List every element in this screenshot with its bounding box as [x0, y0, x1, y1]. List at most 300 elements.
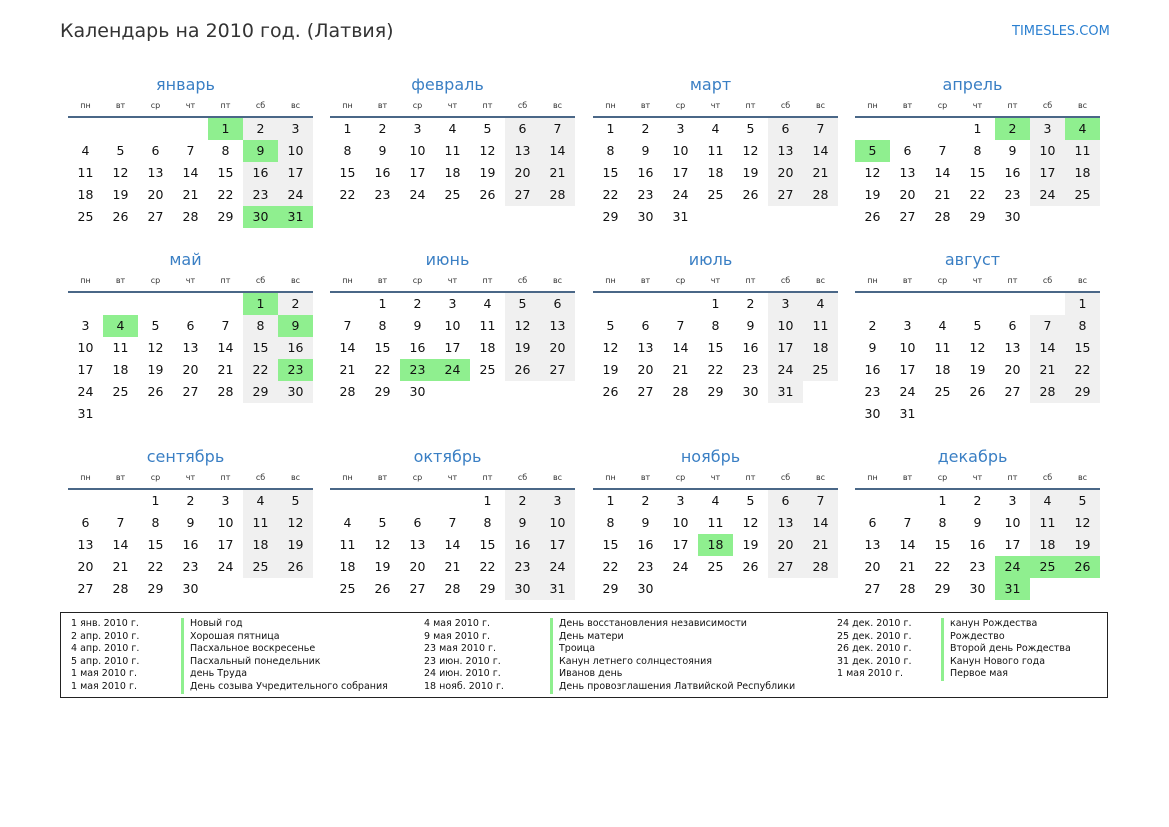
- day-cell: 16: [637, 165, 654, 180]
- day-cell: 13: [1004, 340, 1021, 355]
- weekend-day-cell: 7: [540, 118, 575, 140]
- day-cell: 6: [151, 143, 160, 158]
- empty-cell: [208, 293, 243, 315]
- weekend-day-cell: 20: [540, 337, 575, 359]
- weekend-day-cell: 20: [505, 162, 540, 184]
- day-cell: 6: [413, 515, 422, 530]
- empty-cell: [890, 490, 925, 512]
- day-cell: 4: [448, 121, 457, 136]
- empty-cell: [365, 490, 400, 512]
- weekend-day-cell: 10: [1030, 140, 1065, 162]
- weekend-day-cell: 24: [1030, 184, 1065, 206]
- weekend-day-cell: 11: [243, 512, 278, 534]
- day-cell: 21: [339, 362, 356, 377]
- empty-cell: [138, 293, 173, 315]
- weekday-label: сб: [517, 101, 528, 110]
- day-cell: 27: [637, 384, 654, 399]
- weekday-label: чт: [185, 101, 196, 110]
- weekday-label: вс: [1077, 473, 1088, 482]
- day-cell: 17: [409, 165, 426, 180]
- legend-holiday-name: день Труда: [181, 668, 247, 681]
- day-cell: 26: [147, 384, 164, 399]
- day-cell: 7: [676, 318, 685, 333]
- day-cell: 30: [969, 581, 986, 596]
- holiday-day-cell: 4: [1065, 118, 1100, 140]
- day-cell: 8: [973, 143, 982, 158]
- weekend-day-cell: 7: [1030, 315, 1065, 337]
- day-cell: 1: [483, 493, 492, 508]
- weekday-label: пт: [220, 473, 231, 482]
- weekend-day-cell: 21: [803, 162, 838, 184]
- holiday-day-cell: 1: [243, 293, 278, 315]
- weekday-label: сб: [1042, 473, 1053, 482]
- day-cell: 5: [151, 318, 160, 333]
- day-cell: 24: [77, 384, 94, 399]
- legend-date: 26 дек. 2010 г.: [837, 643, 912, 655]
- day-cell: 25: [339, 581, 356, 596]
- month-title: ноябрь: [680, 447, 741, 466]
- holiday-day-cell: 23: [278, 359, 313, 381]
- day-cell: 30: [182, 581, 199, 596]
- day-cell: 31: [77, 406, 94, 421]
- weekday-header: [68, 271, 313, 293]
- day-cell: 26: [969, 384, 986, 399]
- day-cell: 9: [413, 318, 422, 333]
- weekday-label: чт: [710, 473, 721, 482]
- day-cell: 19: [864, 187, 881, 202]
- day-cell: 22: [707, 362, 724, 377]
- day-cell: 22: [479, 559, 496, 574]
- day-grid: [330, 490, 575, 600]
- weekday-label: чт: [972, 101, 983, 110]
- weekend-day-cell: 17: [768, 337, 803, 359]
- day-cell: 16: [637, 537, 654, 552]
- weekend-day-cell: 10: [540, 512, 575, 534]
- day-cell: 25: [707, 187, 724, 202]
- weekday-label: пт: [745, 473, 756, 482]
- day-cell: 29: [969, 209, 986, 224]
- day-cell: 15: [602, 165, 619, 180]
- day-cell: 9: [641, 143, 650, 158]
- weekend-day-cell: 13: [768, 512, 803, 534]
- weekday-label: пн: [342, 101, 353, 110]
- day-cell: 18: [707, 165, 724, 180]
- weekday-label: вт: [115, 101, 126, 110]
- day-cell: 3: [81, 318, 90, 333]
- weekday-label: ср: [675, 473, 686, 482]
- weekend-day-cell: 30: [278, 381, 313, 403]
- weekend-day-cell: 6: [505, 118, 540, 140]
- weekday-label: пн: [80, 276, 91, 285]
- weekday-label: вс: [815, 473, 826, 482]
- day-cell: 20: [147, 187, 164, 202]
- legend-holiday-name: Второй день Рождества: [941, 643, 1071, 656]
- day-cell: 21: [444, 559, 461, 574]
- day-cell: 23: [637, 187, 654, 202]
- day-cell: 31: [899, 406, 916, 421]
- day-cell: 12: [112, 165, 129, 180]
- day-cell: 20: [864, 559, 881, 574]
- day-cell: 15: [147, 537, 164, 552]
- day-cell: 12: [374, 537, 391, 552]
- weekday-label: ср: [150, 276, 161, 285]
- month-block: [855, 74, 1100, 228]
- empty-cell: [663, 293, 698, 315]
- day-cell: 17: [1004, 537, 1021, 552]
- legend-date: 24 июн. 2010 г.: [424, 668, 501, 680]
- weekend-day-cell: 17: [278, 162, 313, 184]
- holiday-day-cell: 31: [278, 206, 313, 228]
- weekday-label: вс: [1077, 276, 1088, 285]
- day-cell: 11: [934, 340, 951, 355]
- legend-holiday-name: Троица: [550, 643, 595, 656]
- day-cell: 12: [602, 340, 619, 355]
- weekend-day-cell: 27: [768, 556, 803, 578]
- day-cell: 9: [746, 318, 755, 333]
- weekend-day-cell: 5: [1065, 490, 1100, 512]
- holiday-day-cell: 30: [243, 206, 278, 228]
- day-cell: 24: [409, 187, 426, 202]
- day-cell: 14: [672, 340, 689, 355]
- weekend-day-cell: 15: [243, 337, 278, 359]
- day-cell: 29: [602, 209, 619, 224]
- weekend-day-cell: 21: [1030, 359, 1065, 381]
- weekday-label: пн: [867, 101, 878, 110]
- day-cell: 10: [409, 143, 426, 158]
- day-cell: 5: [483, 121, 492, 136]
- day-cell: 11: [339, 537, 356, 552]
- weekend-day-cell: 27: [540, 359, 575, 381]
- day-cell: 5: [746, 121, 755, 136]
- weekday-label: вт: [902, 473, 913, 482]
- day-grid: [593, 490, 838, 600]
- day-cell: 29: [479, 581, 496, 596]
- legend-holiday-name: Пасхальное воскресенье: [181, 643, 315, 656]
- legend-date: 23 июн. 2010 г.: [424, 655, 501, 667]
- day-cell: 10: [444, 318, 461, 333]
- day-cell: 22: [969, 187, 986, 202]
- empty-cell: [995, 293, 1030, 315]
- day-cell: 17: [672, 165, 689, 180]
- weekend-day-cell: 16: [243, 162, 278, 184]
- day-cell: 1: [378, 296, 387, 311]
- day-cell: 2: [973, 493, 982, 508]
- day-cell: 28: [339, 384, 356, 399]
- weekday-label: пн: [605, 473, 616, 482]
- day-cell: 14: [217, 340, 234, 355]
- day-cell: 23: [637, 559, 654, 574]
- day-cell: 12: [147, 340, 164, 355]
- day-cell: 30: [637, 209, 654, 224]
- holiday-day-cell: 24: [435, 359, 470, 381]
- day-cell: 20: [1004, 362, 1021, 377]
- legend-date: 4 апр. 2010 г.: [71, 643, 140, 655]
- day-cell: 18: [77, 187, 94, 202]
- day-cell: 5: [746, 493, 755, 508]
- weekend-day-cell: 29: [1065, 381, 1100, 403]
- weekday-label: вт: [115, 473, 126, 482]
- day-cell: 6: [903, 143, 912, 158]
- day-cell: 19: [147, 362, 164, 377]
- day-cell: 28: [934, 209, 951, 224]
- legend-holiday-name: канун Рождества: [941, 618, 1037, 631]
- day-cell: 22: [602, 187, 619, 202]
- weekday-label: сб: [780, 276, 791, 285]
- day-grid: [593, 118, 838, 228]
- day-cell: 22: [217, 187, 234, 202]
- weekend-day-cell: 25: [243, 556, 278, 578]
- weekend-day-cell: 25: [1065, 184, 1100, 206]
- empty-cell: [960, 293, 995, 315]
- day-cell: 19: [479, 165, 496, 180]
- weekend-day-cell: 29: [243, 381, 278, 403]
- day-cell: 29: [217, 209, 234, 224]
- day-cell: 4: [81, 143, 90, 158]
- day-cell: 15: [217, 165, 234, 180]
- month-title: февраль: [411, 75, 484, 94]
- legend-date: 1 янв. 2010 г.: [71, 618, 139, 629]
- weekday-label: чт: [710, 276, 721, 285]
- day-cell: 8: [483, 515, 492, 530]
- legend-date: 23 мая 2010 г.: [424, 643, 497, 655]
- weekend-day-cell: 15: [1065, 337, 1100, 359]
- weekend-day-cell: 3: [278, 118, 313, 140]
- weekday-label: вт: [902, 101, 913, 110]
- day-cell: 25: [707, 559, 724, 574]
- weekday-label: вс: [815, 276, 826, 285]
- day-cell: 18: [112, 362, 129, 377]
- weekday-label: ср: [412, 473, 423, 482]
- day-cell: 14: [444, 537, 461, 552]
- day-cell: 15: [374, 340, 391, 355]
- month-block: [593, 74, 838, 228]
- day-cell: 16: [864, 362, 881, 377]
- weekday-label: пт: [1007, 473, 1018, 482]
- day-cell: 15: [707, 340, 724, 355]
- month-title: сентябрь: [146, 447, 225, 466]
- weekday-label: пт: [482, 473, 493, 482]
- weekend-day-cell: 18: [1065, 162, 1100, 184]
- weekend-day-cell: 23: [243, 184, 278, 206]
- day-cell: 9: [378, 143, 387, 158]
- empty-cell: [330, 293, 365, 315]
- weekday-label: сб: [255, 473, 266, 482]
- month-block: [593, 446, 838, 600]
- day-cell: 14: [112, 537, 129, 552]
- legend-holiday-name: Канун Нового года: [941, 656, 1045, 669]
- weekday-label: чт: [447, 276, 458, 285]
- weekend-day-cell: 30: [505, 578, 540, 600]
- day-cell: 30: [637, 581, 654, 596]
- weekend-day-cell: 11: [1065, 140, 1100, 162]
- day-cell: 3: [221, 493, 230, 508]
- day-cell: 9: [868, 340, 877, 355]
- day-cell: 4: [938, 318, 947, 333]
- weekday-label: пн: [342, 473, 353, 482]
- day-cell: 8: [938, 515, 947, 530]
- weekday-label: вт: [640, 101, 651, 110]
- weekend-day-cell: 2: [243, 118, 278, 140]
- day-cell: 15: [479, 537, 496, 552]
- day-cell: 29: [374, 384, 391, 399]
- legend-holiday-name: День провозглашения Латвийской Республики: [550, 681, 795, 694]
- day-cell: 10: [217, 515, 234, 530]
- day-cell: 11: [707, 515, 724, 530]
- day-cell: 4: [711, 121, 720, 136]
- day-cell: 31: [672, 209, 689, 224]
- day-cell: 28: [182, 209, 199, 224]
- day-cell: 22: [934, 559, 951, 574]
- day-cell: 24: [672, 187, 689, 202]
- holiday-day-cell: 4: [103, 315, 138, 337]
- day-cell: 1: [711, 296, 720, 311]
- day-cell: 12: [742, 143, 759, 158]
- weekend-day-cell: 31: [768, 381, 803, 403]
- day-cell: 20: [899, 187, 916, 202]
- brand-link[interactable]: TIMESLES.COM: [1012, 24, 1110, 39]
- month-title: июнь: [425, 250, 470, 269]
- weekday-header: [855, 96, 1100, 118]
- weekend-day-cell: 18: [243, 534, 278, 556]
- day-cell: 27: [409, 581, 426, 596]
- weekday-label: вс: [1077, 101, 1088, 110]
- day-cell: 14: [934, 165, 951, 180]
- day-cell: 3: [903, 318, 912, 333]
- weekday-label: сб: [780, 473, 791, 482]
- legend-holiday-name: Хорошая пятница: [181, 631, 280, 644]
- empty-cell: [68, 118, 103, 140]
- legend-date: 31 дек. 2010 г.: [837, 655, 912, 667]
- day-grid: [855, 293, 1100, 425]
- weekday-label: пт: [220, 276, 231, 285]
- day-cell: 3: [413, 121, 422, 136]
- day-cell: 3: [448, 296, 457, 311]
- legend-holiday-name: Рождество: [941, 631, 1005, 644]
- day-cell: 2: [868, 318, 877, 333]
- weekend-day-cell: 2: [505, 490, 540, 512]
- weekend-day-cell: 17: [540, 534, 575, 556]
- holiday-day-cell: 9: [278, 315, 313, 337]
- day-cell: 22: [147, 559, 164, 574]
- weekend-day-cell: 2: [278, 293, 313, 315]
- day-cell: 9: [641, 515, 650, 530]
- weekend-day-cell: 19: [505, 337, 540, 359]
- empty-cell: [890, 118, 925, 140]
- day-cell: 28: [444, 581, 461, 596]
- day-cell: 26: [602, 384, 619, 399]
- weekday-label: пт: [220, 101, 231, 110]
- weekend-day-cell: 28: [1030, 381, 1065, 403]
- day-cell: 10: [899, 340, 916, 355]
- day-cell: 13: [147, 165, 164, 180]
- holiday-day-cell: 9: [243, 140, 278, 162]
- day-cell: 3: [676, 493, 685, 508]
- day-cell: 23: [864, 384, 881, 399]
- day-cell: 1: [151, 493, 160, 508]
- day-cell: 16: [1004, 165, 1021, 180]
- day-cell: 21: [672, 362, 689, 377]
- day-cell: 11: [444, 143, 461, 158]
- day-cell: 12: [864, 165, 881, 180]
- day-cell: 6: [1008, 318, 1017, 333]
- month-block: [593, 249, 838, 403]
- weekday-label: чт: [447, 101, 458, 110]
- day-cell: 29: [602, 581, 619, 596]
- day-cell: 20: [637, 362, 654, 377]
- weekday-label: вт: [640, 276, 651, 285]
- legend-date: 1 мая 2010 г.: [837, 668, 903, 680]
- day-cell: 18: [444, 165, 461, 180]
- weekend-day-cell: 6: [768, 118, 803, 140]
- month-title: октябрь: [413, 447, 482, 466]
- day-cell: 16: [374, 165, 391, 180]
- weekend-day-cell: 11: [803, 315, 838, 337]
- weekday-label: вс: [815, 101, 826, 110]
- day-cell: 23: [374, 187, 391, 202]
- day-cell: 27: [899, 209, 916, 224]
- day-cell: 19: [742, 165, 759, 180]
- day-cell: 1: [606, 121, 615, 136]
- legend-holiday-name: Иванов день: [550, 668, 622, 681]
- day-cell: 30: [1004, 209, 1021, 224]
- day-cell: 19: [602, 362, 619, 377]
- day-cell: 15: [602, 537, 619, 552]
- legend-date: 5 апр. 2010 г.: [71, 655, 140, 667]
- weekday-header: [330, 271, 575, 293]
- day-cell: 27: [864, 581, 881, 596]
- weekend-day-cell: 3: [1030, 118, 1065, 140]
- weekday-label: чт: [710, 101, 721, 110]
- day-cell: 16: [409, 340, 426, 355]
- day-cell: 13: [637, 340, 654, 355]
- legend-date: 1 мая 2010 г.: [71, 681, 137, 692]
- weekend-day-cell: 10: [278, 140, 313, 162]
- weekend-day-cell: 24: [278, 184, 313, 206]
- day-cell: 27: [147, 209, 164, 224]
- day-grid: [68, 490, 313, 600]
- weekday-label: ср: [675, 276, 686, 285]
- holiday-day-cell: 23: [400, 359, 435, 381]
- weekday-label: сб: [517, 276, 528, 285]
- legend-date: 18 нояб. 2010 г.: [424, 681, 504, 692]
- day-cell: 11: [112, 340, 129, 355]
- weekday-label: вс: [290, 276, 301, 285]
- empty-cell: [855, 293, 890, 315]
- day-cell: 2: [746, 296, 755, 311]
- day-cell: 11: [479, 318, 496, 333]
- day-cell: 21: [182, 187, 199, 202]
- weekend-day-cell: 19: [1065, 534, 1100, 556]
- weekend-day-cell: 10: [768, 315, 803, 337]
- empty-cell: [68, 293, 103, 315]
- weekday-label: вт: [377, 101, 388, 110]
- day-cell: 7: [903, 515, 912, 530]
- day-grid: [330, 118, 575, 206]
- month-block: [68, 446, 313, 600]
- day-cell: 7: [938, 143, 947, 158]
- day-cell: 8: [151, 515, 160, 530]
- day-cell: 2: [378, 121, 387, 136]
- day-cell: 1: [973, 121, 982, 136]
- day-cell: 9: [973, 515, 982, 530]
- weekend-day-cell: 12: [278, 512, 313, 534]
- weekend-day-cell: 4: [1030, 490, 1065, 512]
- day-cell: 25: [934, 384, 951, 399]
- weekday-label: чт: [972, 473, 983, 482]
- weekday-label: вс: [552, 473, 563, 482]
- month-block: [855, 249, 1100, 425]
- weekday-label: пт: [1007, 276, 1018, 285]
